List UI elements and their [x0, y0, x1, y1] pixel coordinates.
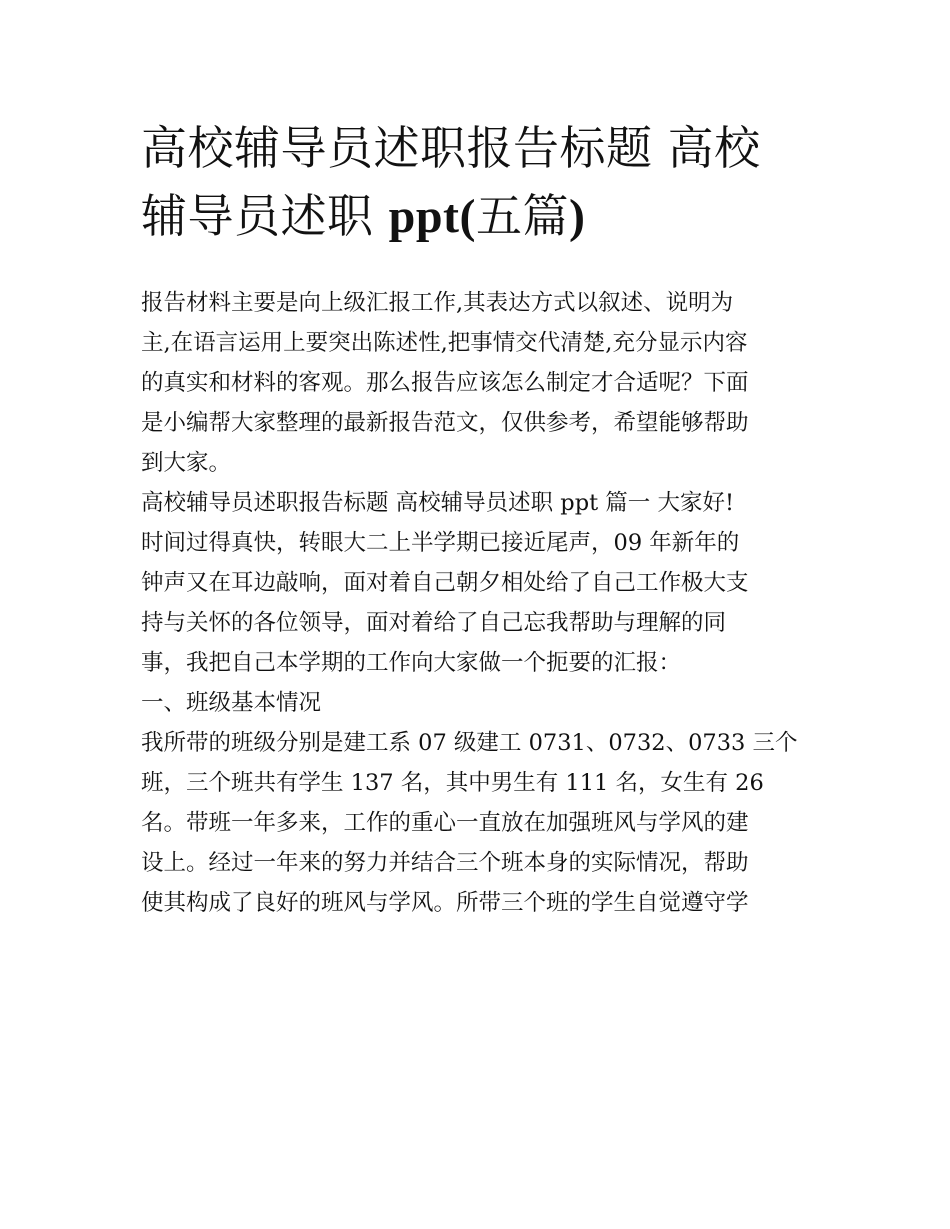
document-body: [141, 283, 816, 923]
body-line: 钟声又在耳边敲响，面对着自己朝夕相处给了自己工作极大支: [141, 570, 749, 596]
document-title: [141, 114, 831, 251]
title-line-2-text-2: 五篇: [475, 189, 569, 243]
section-heading-line: 高校辅导员述职报告标题 高校辅导员述职 ppt 篇一 大家好!: [141, 490, 734, 516]
section-subheading: 一、班级基本情况: [141, 690, 322, 716]
body-line: 报告材料主要是向上级汇报工作,其表达方式以叙述、说明为: [141, 290, 734, 316]
title-line-1: 高校辅导员述职报告标题 高校: [141, 121, 761, 175]
body-line: 到大家。: [141, 450, 232, 476]
body-line: 持与关怀的各位领导，面对着给了自己忘我帮助与理解的同: [141, 610, 727, 636]
body-line: 我所带的班级分别是建工系 07 级建工 0731、0732、0733 三个: [141, 730, 798, 756]
title-line-2-text: 辅导员述职: [141, 189, 389, 243]
title-line-2-end: ): [568, 190, 586, 243]
body-line: 的真实和材料的客观。那么报告应该怎么制定才合适呢？下面: [141, 370, 749, 396]
body-line: 使其构成了良好的班风与学风。所带三个班的学生自觉遵守学: [141, 890, 749, 916]
title-line-2-latin: ppt(: [388, 190, 476, 243]
body-line: 名。带班一年多来，工作的重心一直放在加强班风与学风的建: [141, 810, 749, 836]
body-line: 是小编帮大家整理的最新报告范文，仅供参考，希望能够帮助: [141, 410, 749, 436]
body-line: 班，三个班共有学生 137 名，其中男生有 111 名，女生有 26: [141, 770, 764, 796]
body-line: 时间过得真快，转眼大二上半学期已接近尾声，09 年新年的: [141, 530, 740, 556]
body-line: 主,在语言运用上要突出陈述性,把事情交代清楚,充分显示内容: [141, 330, 748, 356]
body-line: 事，我把自己本学期的工作向大家做一个扼要的汇报：: [141, 650, 682, 676]
body-line: 设上。经过一年来的努力并结合三个班本身的实际情况，帮助: [141, 850, 749, 876]
